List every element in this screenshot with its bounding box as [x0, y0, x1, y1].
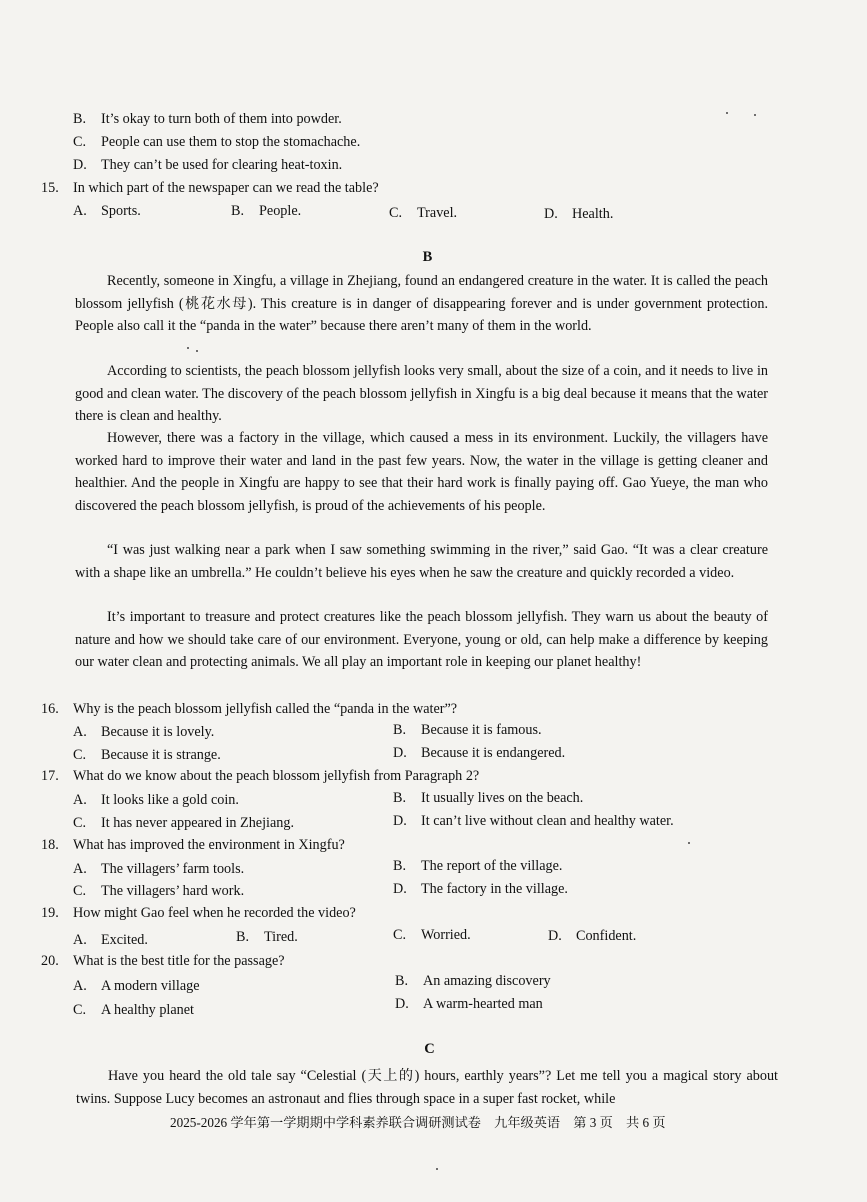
- scan-speck: [187, 347, 189, 349]
- section-b-paragraph-1: Recently, someone in Xingfu, a village in Zhejiang, found an endangered creature in the water. It is called the peach blossom jellyfish (桃花水母). This creature is in danger of disappearing forever and is under government protection. People also call it the “panda in the water” because there aren’t many of them in the world.: [75, 273, 768, 334]
- scan-speck: [726, 112, 728, 114]
- question-19: [41, 904, 356, 922]
- section-c-paragraph: Have you heard the old tale say “Celestial (天上的) hours, earthly years”? Let me tell you a magical story about twins. Suppose Lucy becomes an astronaut and flies through space in a super fast rocket, while: [76, 1068, 778, 1107]
- option-letter: C.: [73, 747, 87, 763]
- q19-option-a: [73, 931, 148, 949]
- option-letter: B.: [236, 929, 250, 945]
- section-b-paragraph-4: “I was just walking near a park when I saw something swimming in the river,” said Gao. “It was a clear creature with a shape like an umbrella.” He couldn’t believe his eyes when he saw the creature and quickly recorded a video.: [75, 542, 768, 581]
- scan-speck: [688, 842, 690, 844]
- section-b-paragraph-2: According to scientists, the peach blossom jellyfish looks very small, about the size of a coin, and it needs to live in good and clean water. The discovery of the peach blossom jellyfish in Xingfu is a big deal because it means that the water there is clean and healthy.: [75, 363, 768, 424]
- section-c-heading: C: [424, 1041, 435, 1057]
- option-text: Because it is lovely.: [101, 724, 215, 740]
- q20-option-c: [73, 1001, 194, 1019]
- option-text: It usually lives on the beach.: [421, 790, 584, 806]
- q17-option-d: [393, 812, 674, 830]
- question-15: [41, 179, 379, 197]
- option-letter: D.: [393, 745, 407, 761]
- option-letter: B.: [393, 790, 407, 806]
- q17-option-a: [73, 791, 239, 809]
- question-text: What has improved the environment in Xingfu?: [73, 837, 345, 853]
- q20-option-d: [395, 995, 543, 1013]
- question-text: What is the best title for the passage?: [73, 953, 285, 969]
- question-number: 20.: [41, 953, 59, 969]
- q17-option-b: [393, 789, 583, 807]
- option-text: Confident.: [576, 928, 637, 944]
- option-letter: D.: [395, 996, 409, 1012]
- scan-speck: [436, 1168, 438, 1170]
- option-text: A modern village: [101, 978, 200, 994]
- option-letter: C.: [389, 205, 403, 221]
- q15-option-a: [73, 202, 141, 220]
- question-number: 16.: [41, 701, 59, 717]
- option-text: The factory in the village.: [421, 881, 568, 897]
- option-letter: A.: [73, 932, 87, 948]
- q18-option-d: [393, 880, 568, 898]
- option-text: An amazing discovery: [423, 973, 551, 989]
- scan-speck: [196, 350, 198, 352]
- option-letter: B.: [231, 203, 245, 219]
- option-text: People can use them to stop the stomachache.: [101, 134, 361, 150]
- q15-option-d: [544, 205, 613, 223]
- option-text: The villagers’ hard work.: [101, 883, 245, 899]
- q18-option-b: [393, 857, 562, 875]
- q14-option-b: [73, 110, 342, 128]
- q17-option-c: [73, 814, 294, 832]
- option-letter: D.: [393, 813, 407, 829]
- question-text: What do we know about the peach blossom jellyfish from Paragraph 2?: [73, 768, 480, 784]
- question-number: 18.: [41, 837, 59, 853]
- option-letter: B.: [73, 111, 87, 127]
- option-letter: A.: [73, 203, 87, 219]
- option-text: Because it is famous.: [421, 722, 542, 738]
- q15-option-b: [231, 202, 301, 220]
- question-number: 17.: [41, 768, 59, 784]
- q19-option-b: [236, 928, 298, 946]
- option-letter: B.: [393, 722, 407, 738]
- option-letter: B.: [395, 973, 409, 989]
- q19-option-c: [393, 926, 471, 944]
- q20-option-b: [395, 972, 551, 990]
- section-b-paragraph-5: It’s important to treasure and protect creatures like the peach blossom jellyfish. They warn us about the beauty of nature and how we should take care of our environment. Everyone, young or old, can help make a difference by keeping our water clean and protecting animals. We all play an important role in keeping our planet healthy!: [75, 609, 768, 670]
- option-letter: C.: [393, 927, 407, 943]
- option-letter: A.: [73, 724, 87, 740]
- option-letter: C.: [73, 883, 87, 899]
- option-letter: B.: [393, 858, 407, 874]
- section-b-paragraph-3: However, there was a factory in the village, which caused a mess in its environment. Luckily, the villagers have worked hard to improve their water and land in the past few years. Now, the water in the village is getting cleaner and healthier. And the people in Xingfu are happy to see that their hard work is finally paying off. Gao Yueye, the man who discovered the peach blossom jellyfish, is proud of the achievements of his people.: [75, 430, 768, 514]
- option-text: It’s okay to turn both of them into powder.: [101, 111, 342, 127]
- scan-speck: [754, 114, 756, 116]
- q19-option-d: [548, 927, 636, 945]
- q14-option-c: [73, 133, 360, 151]
- q14-option-d: [73, 156, 342, 174]
- option-letter: C.: [73, 134, 87, 150]
- question-number: 19.: [41, 905, 59, 921]
- option-text: Health.: [572, 206, 614, 222]
- q16-option-c: [73, 746, 221, 764]
- q20-option-a: [73, 977, 200, 995]
- question-20: [41, 952, 285, 970]
- question-number: 15.: [41, 180, 59, 196]
- option-text: Excited.: [101, 932, 148, 948]
- question-text: Why is the peach blossom jellyfish called the “panda in the water”?: [73, 701, 458, 717]
- option-text: The villagers’ farm tools.: [101, 861, 245, 877]
- option-text: A healthy planet: [101, 1002, 194, 1018]
- question-text: How might Gao feel when he recorded the video?: [73, 905, 356, 921]
- option-text: They can’t be used for clearing heat-toxin.: [101, 157, 343, 173]
- option-text: It looks like a gold coin.: [101, 792, 239, 808]
- q16-option-d: [393, 744, 565, 762]
- question-16: [41, 700, 457, 718]
- q18-option-c: [73, 882, 244, 900]
- q16-option-a: [73, 723, 214, 741]
- section-b-heading: B: [422, 249, 433, 265]
- option-text: It has never appeared in Zhejiang.: [101, 815, 295, 831]
- option-letter: C.: [73, 815, 87, 831]
- option-letter: D.: [73, 157, 87, 173]
- page-footer: 2025-2026 学年第一学期期中学科素养联合调研测试卷 九年级英语 第 3 页 共 6 页: [170, 1115, 666, 1130]
- option-text: Tired.: [264, 929, 298, 945]
- question-18: [41, 836, 345, 854]
- option-letter: C.: [73, 1002, 87, 1018]
- option-text: People.: [259, 203, 302, 219]
- option-text: Because it is strange.: [101, 747, 221, 763]
- option-letter: A.: [73, 978, 87, 994]
- option-text: Sports.: [101, 203, 141, 219]
- option-text: Travel.: [417, 205, 458, 221]
- option-text: The report of the village.: [421, 858, 563, 874]
- option-letter: D.: [548, 928, 562, 944]
- option-letter: D.: [393, 881, 407, 897]
- question-17: [41, 767, 479, 785]
- option-text: Because it is endangered.: [421, 745, 566, 761]
- option-text: It can’t live without clean and healthy water.: [421, 813, 674, 829]
- option-letter: D.: [544, 206, 558, 222]
- question-text: In which part of the newspaper can we read the table?: [73, 180, 379, 196]
- option-text: Worried.: [421, 927, 471, 943]
- q18-option-a: [73, 860, 244, 878]
- q15-option-c: [389, 204, 457, 222]
- q16-option-b: [393, 721, 542, 739]
- option-letter: A.: [73, 792, 87, 808]
- option-text: A warm-hearted man: [423, 996, 543, 1012]
- option-letter: A.: [73, 861, 87, 877]
